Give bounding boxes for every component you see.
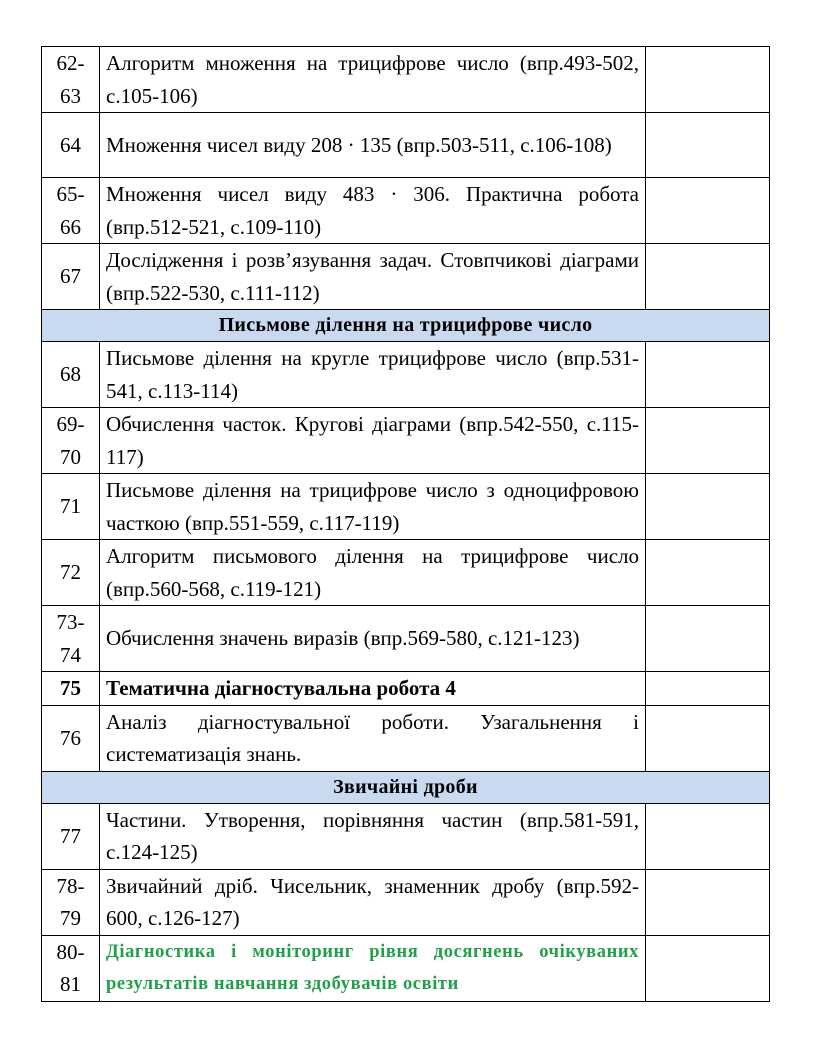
- lesson-topic: Множення чисел виду 208 · 135 (впр.503-511, с.106-108): [100, 113, 646, 178]
- section-title: Звичайні дроби: [42, 771, 770, 803]
- notes-cell: [646, 606, 770, 672]
- lesson-topic: Обчислення значень виразів (впр.569-580, с.121-123): [100, 606, 646, 672]
- section-header-row: [42, 771, 770, 803]
- section-title: Письмове ділення на трицифрове число: [42, 310, 770, 342]
- table-row: [42, 342, 770, 408]
- lesson-topic: Частини. Утворення, порівняння частин (впр.581-591, с.124-125): [100, 803, 646, 869]
- notes-cell: [646, 705, 770, 771]
- notes-cell: [646, 244, 770, 310]
- table-row: [42, 47, 770, 113]
- table-row: [42, 606, 770, 672]
- lesson-topic: Тематична діагностувальна робота 4: [100, 672, 646, 706]
- lesson-topic: Алгоритм письмового ділення на трицифрове число (впр.560-568, с.119-121): [100, 540, 646, 606]
- notes-cell: [646, 474, 770, 540]
- table-row: [42, 408, 770, 474]
- lesson-number: 67: [42, 244, 100, 310]
- notes-cell: [646, 342, 770, 408]
- lesson-number: 72: [42, 540, 100, 606]
- lesson-topic: Аналіз діагностувальної роботи. Узагальнення і систематизація знань.: [100, 705, 646, 771]
- lesson-number: 73- 74: [42, 606, 100, 672]
- table-row: [42, 869, 770, 935]
- notes-cell: [646, 113, 770, 178]
- lesson-plan-table: [41, 46, 770, 1002]
- table-row: [42, 474, 770, 540]
- table-row: [42, 540, 770, 606]
- lesson-topic: Діагностика і моніторинг рівня досягнень очікуваних результатів навчання здобувачів освіти: [100, 935, 646, 1001]
- table-row: [42, 803, 770, 869]
- lesson-number: 62- 63: [42, 47, 100, 113]
- lesson-number: 65- 66: [42, 178, 100, 244]
- lesson-number: 76: [42, 705, 100, 771]
- lesson-number: 69- 70: [42, 408, 100, 474]
- notes-cell: [646, 935, 770, 1001]
- lesson-number: 75: [42, 672, 100, 706]
- lesson-number: 77: [42, 803, 100, 869]
- lesson-number: 68: [42, 342, 100, 408]
- notes-cell: [646, 408, 770, 474]
- lesson-topic: Письмове ділення на трицифрове число з одноцифровою часткою (впр.551-559, с.117-119): [100, 474, 646, 540]
- lesson-topic: Алгоритм множення на трицифрове число (впр.493-502, с.105-106): [100, 47, 646, 113]
- lesson-number: 71: [42, 474, 100, 540]
- lesson-number: 78- 79: [42, 869, 100, 935]
- table-row: [42, 244, 770, 310]
- table-row: [42, 178, 770, 244]
- lesson-number: 64: [42, 113, 100, 178]
- notes-cell: [646, 540, 770, 606]
- table-row: [42, 113, 770, 178]
- table-row: [42, 672, 770, 706]
- notes-cell: [646, 672, 770, 706]
- lesson-topic: Множення чисел виду 483 · 306. Практична робота (впр.512-521, с.109-110): [100, 178, 646, 244]
- notes-cell: [646, 47, 770, 113]
- lesson-topic: Дослідження і розв’язування задач. Стовпчикові діаграми (впр.522-530, с.111-112): [100, 244, 646, 310]
- notes-cell: [646, 869, 770, 935]
- lesson-topic: Письмове ділення на кругле трицифрове число (впр.531-541, с.113-114): [100, 342, 646, 408]
- table-row: [42, 935, 770, 1001]
- notes-cell: [646, 803, 770, 869]
- notes-cell: [646, 178, 770, 244]
- section-header-row: [42, 310, 770, 342]
- table-row: [42, 705, 770, 771]
- lesson-number: 80- 81: [42, 935, 100, 1001]
- lesson-topic: Звичайний дріб. Чисельник, знаменник дробу (впр.592-600, с.126-127): [100, 869, 646, 935]
- lesson-topic: Обчислення часток. Кругові діаграми (впр.542-550, с.115-117): [100, 408, 646, 474]
